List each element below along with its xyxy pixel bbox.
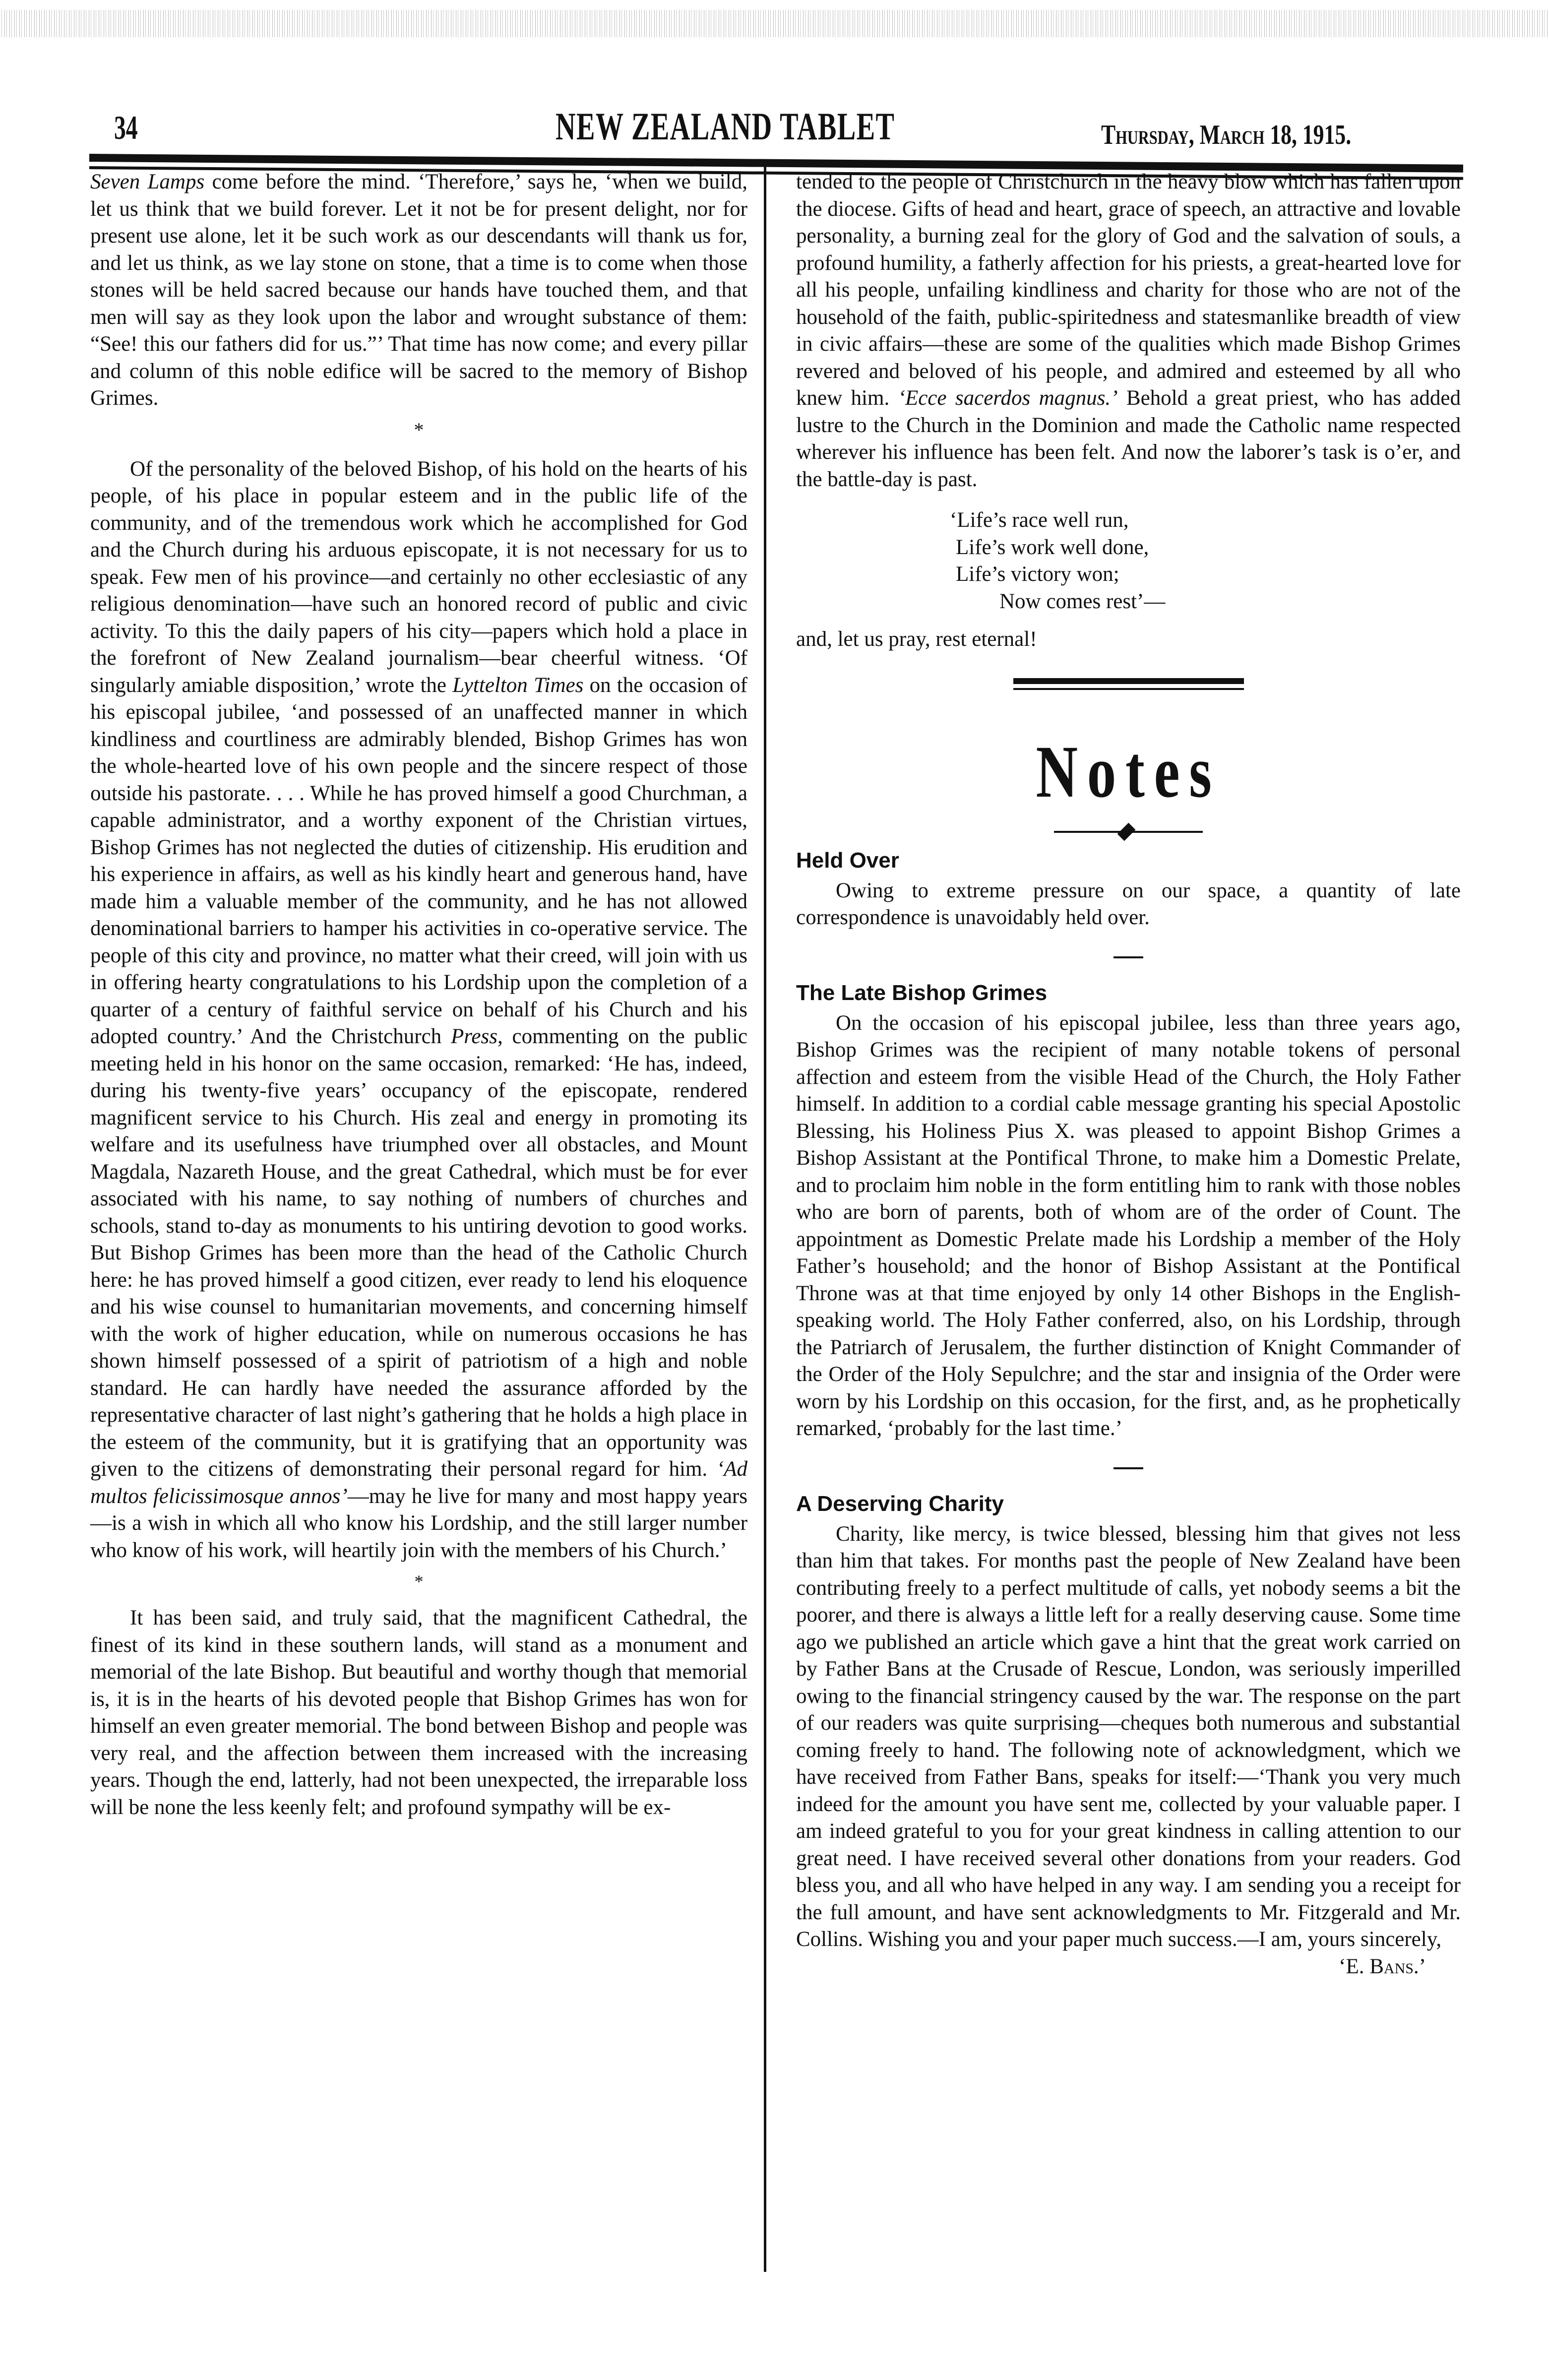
- issue-date: Thursday, March 18, 1915.: [1101, 120, 1352, 150]
- note-heading: A Deserving Charity: [796, 1491, 1004, 1516]
- poem-line: Life’s work well done,: [956, 535, 1149, 559]
- note-deserving-charity: [796, 1489, 1461, 1981]
- column-divider: [764, 164, 766, 2272]
- note-late-bishop-grimes: [796, 978, 1461, 1442]
- right-column: [796, 169, 1461, 1980]
- note-divider: [1114, 956, 1143, 958]
- poem-verse: [950, 507, 1461, 615]
- left-column: [90, 169, 747, 1821]
- note-heading: The Late Bishop Grimes: [796, 980, 1048, 1005]
- article-paragraph: Of the personality of the beloved Bishop, of his hold on the hearts of his people, of his place in popular esteem and in the public life of the community, and of the tremendous work which he accomplished for God and the Church during his arduous episcopate, it is not necessary for us to speak. Few men of his province—and certainly no other ecclesiastic of any religious denomination—have such an honored record of public and civic activity. To this the daily papers of his city—papers which hold a place in the forefront of New Zealand journalism—bear cheerful witness. ‘Of singularly amiable disposition,’ wrote the Lyttelton Times on the occasion of his episcopal jubilee, ‘and possessed of an unaffected manner in which kindliness and courtliness are admirably blended, Bishop Grimes has won the whole-hearted love of his own people and the sincere respect of those outside his pastorate. . . . While he has proved himself a good Churchman, a capable administrator, and a worthy exponent of the Christian virtues, Bishop Grimes has not neglected the duties of citizenship. His erudition and his experience in affairs, as well as his kindly heart and generous hand, have made him a valuable member of the community, and he has not allowed denominational barriers to hamper his activities in co-operative service. The people of this city and province, no matter what their creed, will join with us in offering hearty congratulations to his Lordship upon the completion of a quarter of a century of faithful service on behalf of his Church and his adopted country.’ And the Christchurch Press, commenting on the public meeting held in his honor on the same occasion, remarked: ‘He has, indeed, during his twenty-five years’ occupancy of the episcopate, rendered magnificent service to his Church. His zeal and energy in promoting its welfare and its usefulness have triumphed over all obstacles, and Mount Magdala, Nazareth House, and the great Cathedral, which must be for ever associated with his name, to say nothing of numbers of churches and schools, stand to-day as monuments to his untiring devotion to good works. But Bishop Grimes has been more than the head of the Catholic Church here: he has proved himself a good citizen, ever ready to lend his eloquence and his wise counsel to humanitarian movements, and concerning himself with the work of higher education, while on numerous occasions he has shown himself possessed of a spirit of patriotism of a high and noble standard. He can hardly have needed the assurance afforded by the representative character of last night’s gathering that he holds a high place in the esteem of the community, but it is gratifying that an opportunity was given to the citizens of demonstrating their personal regard for him. ‘Ad multos felicissimosque annos’—may he live for many and most happy years—is a wish in which all who know his Lordship, and the still larger number who know of his work, will heartily join with the members of his Church.’: [90, 457, 748, 1562]
- notes-section-title: Notes: [1036, 730, 1221, 813]
- section-separator-asterisk: *: [414, 1571, 424, 1591]
- poem-line: ‘Life’s race well run,: [950, 508, 1129, 532]
- italic-newspaper-name: Lyttelton Times: [452, 673, 584, 697]
- italic-latin-phrase: ‘Ad multos felicissimosque annos’: [90, 1457, 747, 1508]
- article-paragraph: It has been said, and truly said, that the magnificent Cathedral, the finest of its kind in these southern lands, will stand as a monument and memorial of the late Bishop. But beautiful and worthy though that memorial is, it is in the hearts of his devoted people that Bishop Grimes has won for himself an even greater memorial. The bond between Bishop and people was very real, and the affection between them increased with the increasing years. Though the end, latterly, had not been unexpected, the irreparable loss will be none the less keenly felt; and profound sympathy will be ex-: [90, 1606, 747, 1819]
- italic-newspaper-name: Press: [451, 1025, 497, 1048]
- diamond-ornament-icon: [1054, 827, 1203, 837]
- article-end-rule: [1013, 678, 1244, 690]
- article-paragraph: tended to the people of Christchurch in the heavy blow which has fallen upon the diocese. Gifts of head and heart, grace of speech, an attractive and lovable personality, a burning zeal for the glory of God and the salvation of souls, a profound humility, a fatherly affection for his priests, a great-hearted love for all his people, unfailing kindliness and charity for those who are not of the household of the faith, public-spiritedness and statesmanlike breadth of view in civic affairs—these are some of the qualities which made Bishop Grimes revered and beloved of his people, and admired and esteemed by all who knew him. ‘Ecce sacerdos magnus.’ Behold a great priest, who has added lustre to the Church in the Dominion and made the Catholic name respected wherever his influence has been felt. And now the laborer’s task is o’er, and the battle-day is past.: [796, 170, 1461, 491]
- poem-line: Now comes rest’—: [999, 589, 1166, 613]
- poem-line: Life’s victory won;: [956, 563, 1119, 586]
- note-body: On the occasion of his episcopal jubilee, less than three years ago, Bishop Grimes was the recipient of many notable tokens of personal affection and esteem from the visible Head of the Church, the Holy Father himself. In addition to a cordial cable message granting his special Apostolic Blessing, his Holiness Pius X. was pleased to appoint Bishop Grimes a Bishop Assistant at the Pontifical Throne, to make him a Domestic Prelate, and to proclaim him noble in the form entitling him to rank with those nobles who are born of parents, both of whom are of the order of Count. The appointment as Domestic Prelate made his Lordship a member of the Holy Father’s household; and the honor of Bishop Assistant at the Pontifical Throne was at that time enjoyed by only 14 other Bishops in the English-speaking world. The Holy Father conferred, also, on his Lordship, through the Patriarch of Jerusalem, the further distinction of Knight Commander of the Order of the Holy Sepulchre; and the star and insignia of the Order were worn by his Lordship on this occasion, for the first, and, as he prophetically remarked, ‘probably for the last time.’: [796, 1011, 1461, 1440]
- italic-latin-phrase: ‘Ecce sacerdos magnus.’: [898, 386, 1118, 410]
- note-heading: Held Over: [796, 848, 899, 873]
- article-closing: and, let us pray, rest eternal!: [796, 627, 1037, 651]
- note-held-over: [796, 846, 1461, 932]
- letter-signature: ‘E. Bans.’: [1339, 1954, 1426, 1978]
- page-number: 34: [114, 109, 138, 146]
- note-body: Owing to extreme pressure on our space, a quantity of late correspondence is unavoidably held over.: [796, 878, 1461, 929]
- note-divider: [1114, 1467, 1143, 1469]
- section-separator-asterisk: *: [414, 418, 424, 441]
- article-paragraph: Seven Lamps come before the mind. ‘Therefore,’ says he, ‘when we build, let us think that we build forever. Let it not be for present delight, nor for present use alone, let it be such work as our descendants will thank us for, and let us think, as we lay stone on stone, that a time is to come when those stones will be held sacred because our hands have touched them, and that men will say as they look upon the labor and wrought substance of them: “See! this our fathers did for us.”’ That time has now come; and every pillar and column of this noble edifice will be sacred to the memory of Bishop Grimes.: [90, 170, 747, 410]
- note-body: Charity, like mercy, is twice blessed, blessing him that gives not less than him that takes. For months past the people of New Zealand have been contributing freely to a perfect multitude of calls, yet nobody seems a bit the poorer, and there is always a little left for a really deserving cause. Some time ago we published an article which gave a hint that the great work carried on by Father Bans at the Crusade of Rescue, London, was seriously imperilled owing to the financial stringency caused by the war. The response on the part of our readers was quite surprising—cheques both numerous and substantial coming freely to hand. The following note of acknowledgment, which we have received from Father Bans, speaks for itself:—‘Thank you very much indeed for the amount you have sent me, collected by your valuable paper. I am indeed grateful to you for your great kindness in calling attention to our great need. I have received several other donations from your readers. God bless you, and all who have helped in any way. I am sending you a receipt for the full amount, and have sent acknowledgments to Mr. Fitzgerald and Mr. Collins. Wishing you and your paper much success.—I am, yours sincerely,: [796, 1522, 1461, 1951]
- italic-title: Seven Lamps: [90, 170, 205, 193]
- newspaper-title: NEW ZEALAND TABLET: [556, 105, 895, 148]
- masthead: [89, 99, 1458, 154]
- scan-noise: [0, 10, 1549, 37]
